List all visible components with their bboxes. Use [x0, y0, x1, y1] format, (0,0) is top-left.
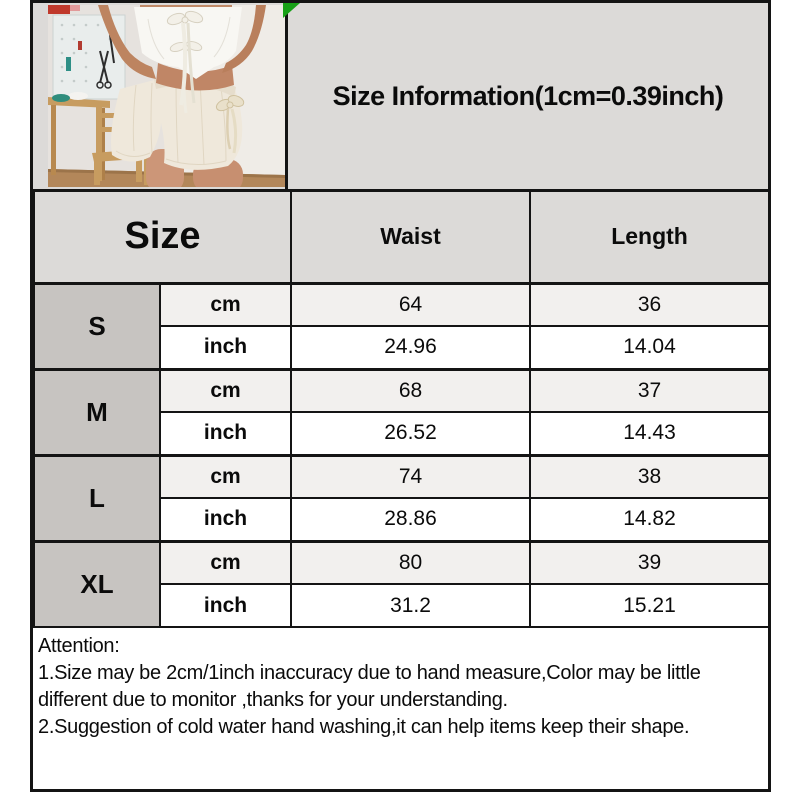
value-l-cm-length: 38 [530, 455, 769, 498]
product-photo [48, 5, 285, 187]
size-label-s: S [34, 283, 160, 369]
attention-title: Attention: [38, 635, 120, 657]
unit-label-inch: inch [160, 498, 291, 541]
value-m-inch-length: 14.43 [530, 412, 769, 455]
value-xl-cm-length: 39 [530, 541, 769, 584]
attention-note-1: 1.Size may be 2cm/1inch inaccuracy due to hand measure,Color may be little different due to monitor ,thanks for your understanding. [38, 662, 701, 711]
table-header-row [34, 192, 769, 283]
value-m-cm-length: 37 [530, 369, 769, 412]
column-header-length: Length [530, 192, 769, 283]
table-row [34, 541, 769, 584]
unit-label-inch: inch [160, 584, 291, 627]
column-header-size: Size [34, 192, 291, 283]
table-row [34, 283, 769, 326]
attention-note-2: 2.Suggestion of cold water hand washing,it can help items keep their shape. [38, 716, 690, 738]
value-l-inch-length: 14.82 [530, 498, 769, 541]
size-table [33, 192, 770, 628]
product-photo-cell [33, 3, 288, 189]
outer-frame [30, 0, 771, 792]
size-label-l: L [34, 455, 160, 541]
value-s-inch-length: 14.04 [530, 326, 769, 369]
size-info-title: Size Information(1cm=0.39inch) [332, 80, 724, 111]
unit-label-inch: inch [160, 326, 291, 369]
top-section [33, 3, 768, 192]
size-label-xl: XL [34, 541, 160, 627]
value-xl-inch-waist: 31.2 [291, 584, 530, 627]
value-l-inch-waist: 28.86 [291, 498, 530, 541]
size-label-m: M [34, 369, 160, 455]
unit-label-inch: inch [160, 412, 291, 455]
value-m-inch-waist: 26.52 [291, 412, 530, 455]
value-m-cm-waist: 68 [291, 369, 530, 412]
unit-label-cm: cm [160, 283, 291, 326]
size-info-header [288, 3, 768, 189]
unit-label-cm: cm [160, 541, 291, 584]
table-row [34, 455, 769, 498]
column-header-waist: Waist [291, 192, 530, 283]
value-l-cm-waist: 74 [291, 455, 530, 498]
value-s-inch-waist: 24.96 [291, 326, 530, 369]
unit-label-cm: cm [160, 369, 291, 412]
value-s-cm-length: 36 [530, 283, 769, 326]
value-xl-cm-waist: 80 [291, 541, 530, 584]
table-row [34, 369, 769, 412]
unit-label-cm: cm [160, 455, 291, 498]
value-xl-inch-length: 15.21 [530, 584, 769, 627]
attention-section [33, 628, 768, 741]
value-s-cm-waist: 64 [291, 283, 530, 326]
